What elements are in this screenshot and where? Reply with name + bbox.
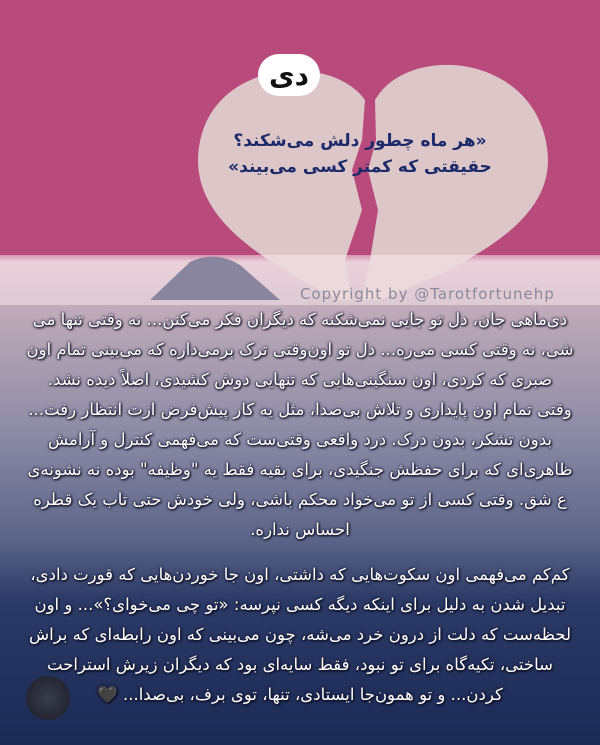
- text-line: کم‌کم می‌فهمی اون سکوت‌هایی که داشتی، اون جا خوردن‌هایی که قورت دادی،: [30, 565, 570, 584]
- paragraph-2: [14, 560, 586, 710]
- avatar[interactable]: [26, 676, 70, 720]
- headline-line: حقیقتی که کمتر کسی می‌بیند»: [228, 157, 492, 177]
- text-line: ظاهری‌ای که برای حفظش جنگیدی، برای بقیه فقط یه "وظیفه" بوده نه نشونه‌ی: [27, 460, 573, 479]
- text-line: دی‌ماهی جان، دل تو جایی نمی‌شکنه که دیگران فکر می‌کنن... نه وقتی تنها می: [32, 310, 568, 329]
- text-line: ع شق. وقتی کسی از تو می‌خواد محکم باشی، ولی خودش حتی تاب یک قطره: [33, 490, 567, 509]
- text-line: بدون تشکر، بدون درک. درد واقعی وقتی‌ست که می‌فهمی کنترل و آرامش: [48, 430, 552, 449]
- text-line: لحظه‌ست که دلت از درون خرد می‌شه، چون می‌بینی که اون رابطه‌ای که براش: [29, 625, 571, 644]
- text-line: کردن... و تو همون‌جا ایستادی، تنها، توی برف، بی‌صدا... 🖤: [97, 685, 503, 704]
- headline-line: «هر ماه چطور دلش می‌شکند؟: [233, 131, 487, 151]
- headline: [200, 128, 520, 180]
- text-line: صبری که کردی، اون سنگینی‌هایی که تنهایی دوش کشیدی، اصلاً دیده نشد.: [47, 370, 553, 389]
- paragraph-1: [14, 305, 586, 545]
- copyright-watermark: Copyright by @Tarotfortunehp: [300, 285, 555, 303]
- text-line: ساختی، تکیه‌گاه برای تو نبود، فقط سایه‌ای بود که دیگران زیرش استراحت: [47, 655, 553, 674]
- text-line: احساس نداره.: [250, 520, 350, 539]
- text-line: تبدیل شدن به دلیل برای اینکه دیگه کسی نپرسه: «تو چی می‌خوای؟»... و اون: [34, 595, 566, 614]
- text-line: وقتی تمام اون پایداری و تلاش بی‌صدا، مثل یه کار پیش‌فرض ازت انتظار رفت...: [28, 400, 572, 419]
- text-line: شی، نه وقتی کسی می‌ره... دل تو اون‌وقتی ترک برمی‌داره که می‌بینی تمام اون: [26, 340, 574, 359]
- month-badge: دی: [258, 54, 320, 96]
